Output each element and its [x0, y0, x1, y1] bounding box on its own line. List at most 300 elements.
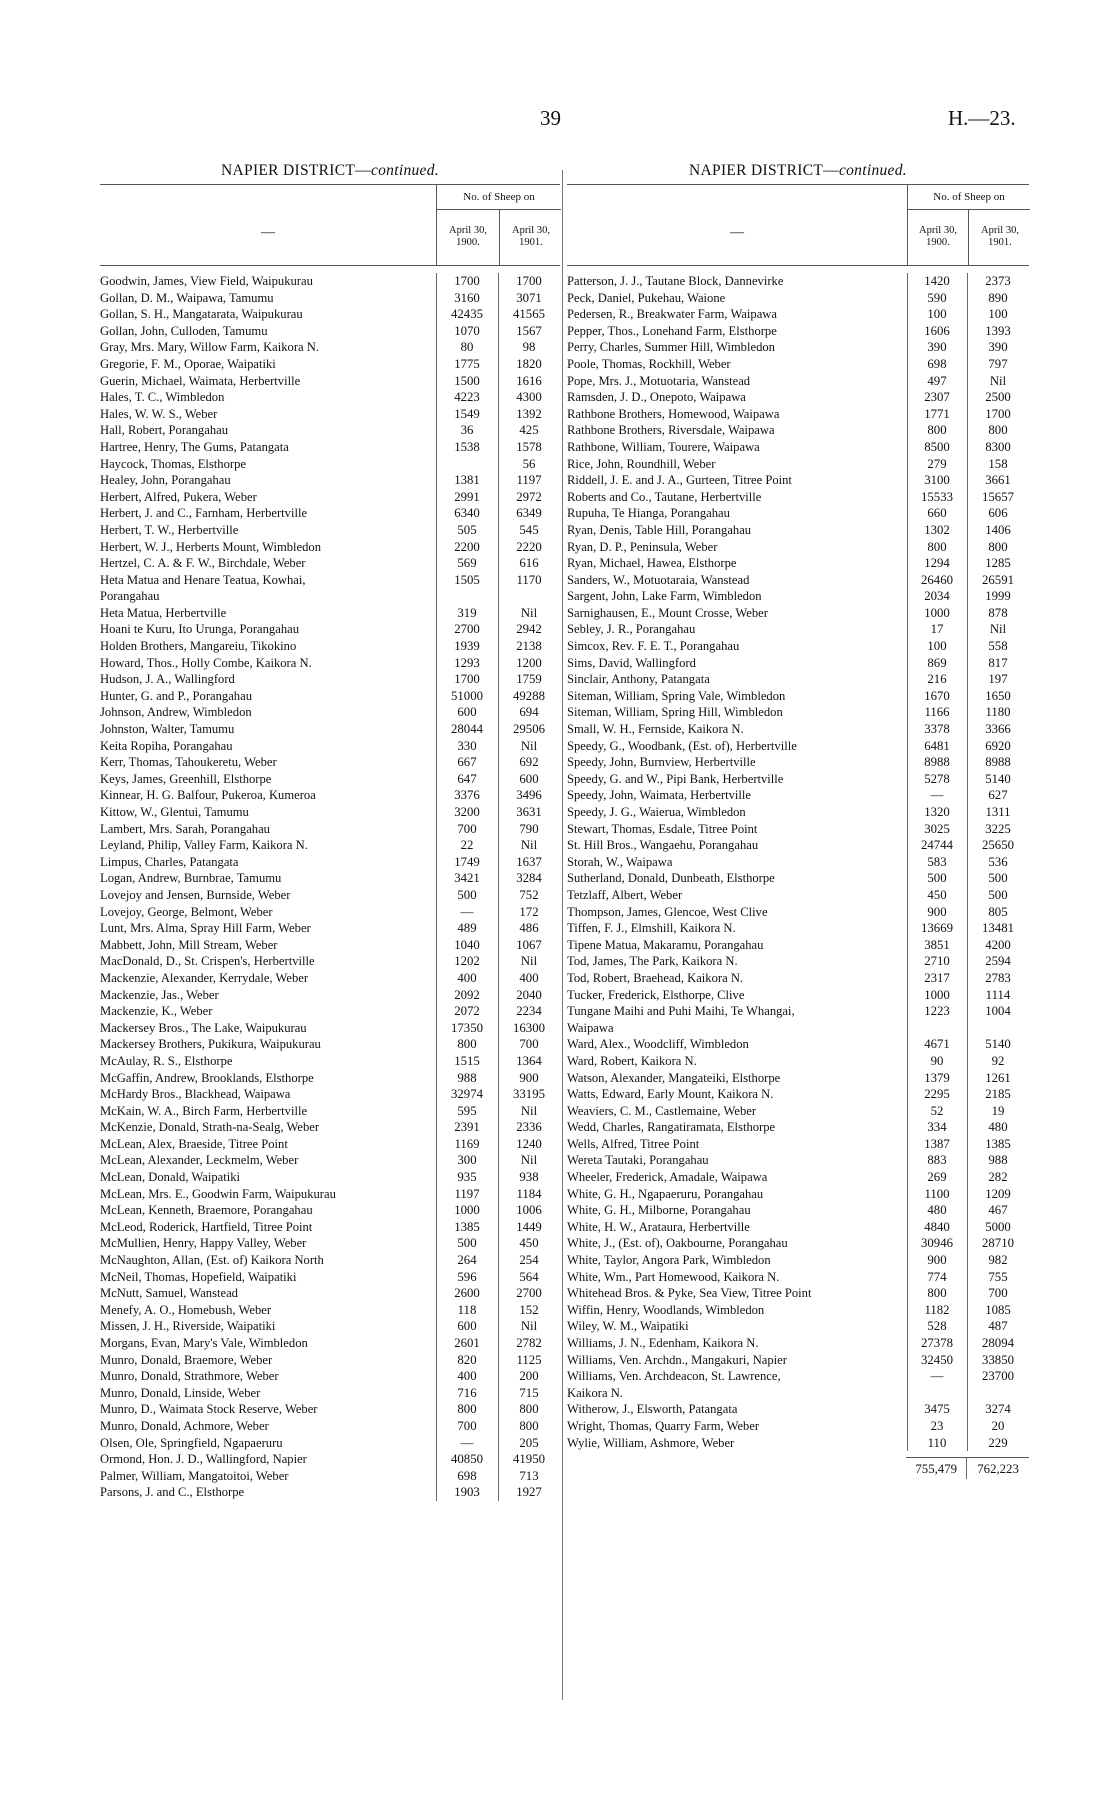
holder-name: Poole, Thomas, Rockhill, Weber	[567, 356, 731, 371]
sheep-1900-value: 1775	[454, 356, 480, 371]
holder-name: Riddell, J. E. and J. A., Gurteen, Titree Point	[567, 473, 792, 488]
holder-name: Simcox, Rev. F. E. T., Porangahau	[567, 639, 740, 654]
table-row	[100, 1401, 560, 1418]
table-row	[567, 339, 1029, 356]
sheep-1901-value: 1406	[985, 522, 1011, 537]
holder-name: Kittow, W., Glentui, Tamumu	[100, 805, 249, 819]
holder-name: Rathbone Brothers, Homewood, Waipawa	[567, 406, 780, 421]
sheep-1901-value: 627	[988, 788, 1008, 803]
holder-name: McNaughton, Allan, (Est. of) Kaikora North	[100, 1253, 324, 1268]
sheep-1900-value: 36	[460, 423, 474, 438]
holder-name: Hertzel, C. A. & F. W., Birchdale, Weber	[100, 556, 306, 571]
holder-name: Witherow, J., Elsworth, Patangata	[567, 1402, 738, 1417]
table-row	[567, 771, 1029, 788]
sheep-1901-value: 1700	[985, 406, 1011, 421]
sheep-1900-value: 26460	[921, 572, 953, 587]
table-row	[100, 572, 560, 589]
holder-name: Herbert, W. J., Herberts Mount, Wimbledon	[100, 539, 322, 554]
sheep-1901-value: 41565	[513, 307, 545, 322]
table-row	[567, 937, 1029, 954]
sheep-1901-value: 3631	[516, 805, 542, 819]
table-row	[100, 804, 560, 821]
holder-name: Wedd, Charles, Rangatiramata, Elsthorpe	[567, 1120, 776, 1135]
holder-name: Gollan, S. H., Mangatarata, Waipukurau	[100, 307, 303, 322]
table-row	[567, 1152, 1029, 1169]
header-dash: —	[261, 225, 275, 240]
sheep-1901-value: 4200	[985, 937, 1011, 952]
holder-name: Small, W. H., Fernside, Kaikora N.	[567, 722, 744, 737]
sheep-1900-value: 1040	[454, 937, 480, 952]
holder-name: Pepper, Thos., Lonehand Farm, Elsthorpe	[567, 323, 777, 338]
sheep-1900-value: 319	[457, 605, 477, 620]
sheep-1900-value: 2700	[454, 622, 480, 637]
table-row	[567, 1435, 1029, 1452]
sheep-1901-value: Nil	[520, 954, 538, 969]
sheep-1900-value: 800	[927, 539, 947, 554]
sheep-1900-value: 1549	[454, 406, 480, 421]
sheep-1901-value: 1240	[516, 1136, 542, 1151]
sheep-1901-value: 487	[988, 1319, 1008, 1334]
holder-name: Haycock, Thomas, Elsthorpe	[100, 456, 246, 471]
table-row	[567, 1219, 1029, 1236]
holder-name: Sarnighausen, E., Mount Crosse, Weber	[567, 605, 768, 620]
sheep-1901-value: 229	[988, 1435, 1008, 1450]
holder-name: Williams, Ven. Archdn., Mangakuri, Napier	[567, 1352, 787, 1367]
holder-name: Kinnear, H. G. Balfour, Pukeroa, Kumeroa	[100, 788, 316, 803]
sheep-1901-value: 558	[988, 639, 1008, 654]
holder-name: McLeod, Roderick, Hartfield, Titree Point	[100, 1219, 313, 1234]
holder-name: Hoani te Kuru, Ito Urunga, Porangahau	[100, 622, 299, 637]
sheep-1900-value: 100	[927, 639, 947, 654]
sheep-1900-value: 1182	[924, 1302, 950, 1317]
sheep-1901-value: 486	[519, 921, 539, 936]
table-row	[567, 904, 1029, 921]
holder-name: Tod, James, The Park, Kaikora N.	[567, 954, 738, 969]
holder-name: Heta Matua, Herbertville	[100, 605, 227, 620]
sheep-1901-value: 1393	[985, 323, 1011, 338]
sheep-1900-value: 900	[927, 904, 947, 919]
sheep-1901-value: 56	[522, 456, 536, 471]
table-row	[567, 970, 1029, 987]
sheep-1901-value: 1004	[985, 1004, 1011, 1019]
holder-name: Pedersen, R., Breakwater Farm, Waipawa	[567, 307, 777, 322]
sheep-1900-value: 505	[457, 522, 477, 537]
sheep-1900-value	[907, 1020, 967, 1037]
table-row	[567, 290, 1029, 307]
holder-name: Heta Matua and Henare Teatua, Kowhai,	[100, 572, 306, 587]
sheep-1901-value: 25650	[982, 838, 1014, 853]
table-row	[100, 1269, 560, 1286]
sheep-1901-value: 800	[988, 539, 1008, 554]
sheep-1901-value: 545	[519, 522, 539, 537]
holder-name: Herbert, J. and C., Farnham, Herbertville	[100, 506, 308, 521]
sheep-1901-value: 467	[988, 1203, 1008, 1218]
sheep-1900-value: 500	[457, 1236, 477, 1251]
table-row	[100, 489, 560, 506]
holder-name: Thompson, James, Glencoe, West Clive	[567, 904, 768, 919]
sheep-1900-value: 1302	[924, 522, 950, 537]
holder-name: White, Taylor, Angora Park, Wimbledon	[567, 1253, 771, 1268]
sheep-1901-value: 1700	[516, 274, 542, 288]
sheep-1900-value: 1505	[454, 572, 480, 587]
sheep-1900-value: 8988	[924, 755, 950, 770]
sheep-1900-value: 2200	[454, 539, 480, 554]
table-row	[567, 621, 1029, 638]
table-row	[567, 323, 1029, 340]
sheep-1900-value: 590	[927, 290, 947, 305]
sheep-1901-value: 797	[988, 356, 1008, 371]
holder-name: Kerr, Thomas, Tahoukeretu, Weber	[100, 755, 277, 770]
sheep-1900-value: 988	[457, 1070, 477, 1085]
sheep-1901-value: 26591	[982, 572, 1014, 587]
holder-name: Storah, W., Waipawa	[567, 854, 673, 869]
continued-label: continued.	[370, 162, 439, 179]
holder-name: Peck, Daniel, Pukehau, Waione	[567, 290, 726, 305]
sheep-1901-value	[967, 1385, 1029, 1402]
sheep-1901-value: 152	[519, 1302, 539, 1317]
sheep-1901-value: 200	[519, 1369, 539, 1384]
sheep-1901-value: 988	[988, 1153, 1008, 1168]
sheep-1900-value: 3851	[924, 937, 950, 952]
sheep-1901-value: 2185	[985, 1087, 1011, 1102]
table-row	[100, 1053, 560, 1070]
header-dash: —	[730, 225, 744, 240]
sheep-1901-value: 800	[519, 1418, 539, 1433]
table-row	[567, 373, 1029, 390]
table-row	[100, 539, 560, 556]
table-row	[100, 1003, 560, 1020]
sheep-1901-value: 790	[519, 821, 539, 836]
sheep-1900-value: 1070	[454, 323, 480, 338]
table-row	[100, 1252, 560, 1269]
sheep-1900-value: 334	[927, 1120, 947, 1135]
sheep-1900-value: 3421	[454, 871, 480, 886]
holder-name: Rathbone Brothers, Riversdale, Waipawa	[567, 423, 775, 438]
sheep-1901-value: 205	[519, 1435, 539, 1450]
sheep-1900-value: 3025	[924, 821, 950, 836]
sheep-1901-value: Nil	[520, 1103, 538, 1118]
table-row	[567, 489, 1029, 506]
sheep-1901-value: 500	[988, 887, 1008, 902]
holder-name: Herbert, Alfred, Pukera, Weber	[100, 489, 257, 504]
right-table	[567, 158, 1029, 1479]
sheep-1900-value: 800	[927, 1286, 947, 1301]
table-row	[567, 406, 1029, 423]
table-row	[100, 1186, 560, 1203]
sheep-1900-value: 216	[927, 672, 947, 687]
table-row	[100, 306, 560, 323]
sheep-1901-value: 1170	[516, 572, 542, 587]
sheep-1901-value: 1567	[516, 323, 542, 338]
sheep-1900-value: 716	[457, 1385, 477, 1400]
table-row	[100, 1484, 560, 1501]
holder-name: Guerin, Michael, Waimata, Herbertville	[100, 373, 301, 388]
sheep-1900-value: 2072	[454, 1004, 480, 1019]
holder-name: Hall, Robert, Porangahau	[100, 423, 229, 438]
sheep-1900-value: 528	[927, 1319, 947, 1334]
sheep-1900-value: 1939	[454, 639, 480, 654]
table-row	[100, 1318, 560, 1335]
sheep-1901-value: 694	[519, 705, 539, 720]
sheep-1900-value: 1606	[924, 323, 950, 338]
sheep-1900-value: 30946	[921, 1236, 953, 1251]
sheep-1900-value: 595	[457, 1103, 477, 1118]
sheep-count-label: No. of Sheep on	[908, 185, 1030, 210]
holder-name: Wright, Thomas, Quarry Farm, Weber	[567, 1418, 760, 1433]
holder-name: Johnson, Andrew, Wimbledon	[100, 705, 252, 720]
holder-name: Perry, Charles, Summer Hill, Wimbledon	[567, 340, 775, 355]
sheep-1900-value: 869	[927, 655, 947, 670]
table-row	[567, 671, 1029, 688]
table-row	[100, 1119, 560, 1136]
table-row	[100, 472, 560, 489]
holder-name: Speedy, John, Burnview, Herbertville	[567, 755, 756, 770]
table-row	[567, 1401, 1029, 1418]
district-title: NAPIER DISTRICT—	[221, 162, 371, 179]
table-row	[100, 837, 560, 854]
sheep-1900-value: 32974	[451, 1087, 483, 1102]
sheep-1901-value	[498, 588, 560, 605]
holder-name: Ward, Alex., Woodcliff, Wimbledon	[567, 1037, 749, 1052]
holder-name: McLean, Alex, Braeside, Titree Point	[100, 1136, 288, 1151]
table-row	[567, 1169, 1029, 1186]
holder-name: Speedy, G. and W., Pipi Bank, Herbertville	[567, 771, 784, 786]
table-row	[100, 621, 560, 638]
holder-name: Tungane Maihi and Puhi Maihi, Te Whangai,	[567, 1004, 795, 1019]
left-table-header	[100, 184, 560, 273]
holder-name: Johnston, Walter, Tamumu	[100, 722, 235, 737]
table-row	[567, 1119, 1029, 1136]
holder-name: St. Hill Bros., Wangaehu, Porangahau	[567, 838, 759, 853]
holder-name: Mackenzie, Alexander, Kerrydale, Weber	[100, 970, 309, 985]
table-row	[567, 804, 1029, 821]
sheep-1900-value: 2307	[924, 390, 950, 405]
table-row	[100, 688, 560, 705]
sheep-1900-value: 1100	[924, 1186, 950, 1201]
holder-name: Howard, Thos., Holly Combe, Kaikora N.	[100, 655, 312, 670]
table-row	[567, 356, 1029, 373]
sheep-1901-value: 564	[519, 1269, 539, 1284]
holder-name: White, G. H., Ngapaeruru, Porangahau	[567, 1186, 764, 1201]
table-row	[567, 1070, 1029, 1087]
sheep-1900-value: 32450	[921, 1352, 953, 1367]
sheep-1901-value: 16300	[513, 1020, 545, 1035]
sheep-1900-value: 1169	[454, 1136, 480, 1151]
sheep-1901-value: 158	[988, 456, 1008, 471]
sheep-1901-value: 1261	[985, 1070, 1011, 1085]
table-row	[567, 688, 1029, 705]
sheep-1901-value: 92	[991, 1053, 1005, 1068]
sheep-1900-value: 3200	[454, 805, 480, 819]
holder-name: Rathbone, William, Tourere, Waipawa	[567, 439, 760, 454]
sheep-1901-value: 606	[988, 506, 1008, 521]
table-row	[567, 1352, 1029, 1369]
table-row	[100, 1202, 560, 1219]
table-row	[100, 1285, 560, 1302]
holder-name: Wylie, William, Ashmore, Weber	[567, 1435, 735, 1450]
holder-name: Parsons, J. and C., Elsthorpe	[100, 1485, 245, 1500]
sheep-1901-value: 2220	[516, 539, 542, 554]
table-row	[567, 704, 1029, 721]
holder-name: McLean, Kenneth, Braemore, Porangahau	[100, 1203, 313, 1218]
table-row	[100, 505, 560, 522]
table-row	[100, 704, 560, 721]
holder-name: Tipene Matua, Makaramu, Porangahau	[567, 937, 764, 952]
table-row	[567, 1302, 1029, 1319]
sheep-1900-value: 2317	[924, 970, 950, 985]
sheep-1901-value: 536	[988, 854, 1008, 869]
right-rows	[567, 273, 1029, 1451]
table-row	[100, 439, 560, 456]
sheep-1901-value: 890	[988, 290, 1008, 305]
sheep-1901-value: 480	[988, 1120, 1008, 1135]
holder-name: Wells, Alfred, Titree Point	[567, 1136, 700, 1151]
holder-name: Porangahau	[100, 589, 160, 604]
sheep-1900-value: 480	[927, 1203, 947, 1218]
holder-name: White, Wm., Part Homewood, Kaikora N.	[567, 1269, 780, 1284]
sheep-1900-value: 300	[457, 1153, 477, 1168]
table-row	[100, 290, 560, 307]
table-row	[567, 920, 1029, 937]
sheep-1900-value: 2710	[924, 954, 950, 969]
col-1901-header: April 30, 1901.	[968, 209, 1031, 265]
sheep-1901-value: 1820	[516, 356, 542, 371]
table-row	[567, 1285, 1029, 1302]
sheep-1900-value: 700	[457, 821, 477, 836]
table-row	[100, 1219, 560, 1236]
sheep-1901-value: 6349	[516, 506, 542, 521]
sheep-count-group	[907, 185, 1030, 265]
holder-name: Limpus, Charles, Patangata	[100, 854, 239, 869]
sheep-1901-value: 1364	[516, 1053, 542, 1068]
holder-name: Mackersey Bros., The Lake, Waipukurau	[100, 1020, 307, 1035]
sheep-1900-value: 1385	[454, 1219, 480, 1234]
table-row	[100, 389, 560, 406]
table-row	[100, 588, 560, 605]
sheep-1901-value: 33850	[982, 1352, 1014, 1367]
holder-name: McGaffin, Andrew, Brooklands, Elsthorpe	[100, 1070, 314, 1085]
holder-name: Mackersey Brothers, Pukikura, Waipukurau	[100, 1037, 321, 1052]
holder-name: Ward, Robert, Kaikora N.	[567, 1053, 697, 1068]
sheep-1900-value: 2600	[454, 1286, 480, 1301]
table-row	[567, 787, 1029, 804]
sheep-1901-value: 390	[988, 340, 1008, 355]
sheep-1900-value: 4671	[924, 1037, 950, 1052]
holder-name: Wiffin, Henry, Woodlands, Wimbledon	[567, 1302, 765, 1317]
sheep-1900-value: 42435	[451, 307, 483, 322]
table-row	[567, 837, 1029, 854]
sheep-1900-value: —	[460, 904, 474, 919]
table-row	[100, 953, 560, 970]
column-divider	[562, 170, 563, 1700]
sheep-1900-value: —	[930, 788, 944, 803]
total-1900: 755,479	[906, 1457, 966, 1479]
holder-name: Weaviers, C. M., Castlemaine, Weber	[567, 1103, 757, 1118]
table-row	[100, 671, 560, 688]
sheep-1900-value: 23	[930, 1418, 944, 1433]
sheep-1901-value: 600	[519, 771, 539, 786]
holder-name: Gregorie, F. M., Oporae, Waipatiki	[100, 356, 276, 371]
holder-name: Ryan, D. P., Peninsula, Weber	[567, 539, 718, 554]
holder-name: Rice, John, Roundhill, Weber	[567, 456, 716, 471]
holder-name: Williams, Ven. Archdeacon, St. Lawrence,	[567, 1369, 781, 1384]
holder-name: McNeil, Thomas, Hopefield, Waipatiki	[100, 1269, 297, 1284]
sheep-1900-value: 5278	[924, 771, 950, 786]
table-row	[100, 273, 560, 290]
holder-name: Logan, Andrew, Burnbrae, Tamumu	[100, 871, 282, 886]
continued-label: continued.	[838, 162, 907, 179]
table-row	[100, 1152, 560, 1169]
holder-name: Keita Ropiha, Porangahau	[100, 738, 233, 753]
district-title: NAPIER DISTRICT—	[689, 162, 839, 179]
sheep-1901-value: 33195	[513, 1087, 545, 1102]
table-row	[567, 721, 1029, 738]
table-row	[100, 721, 560, 738]
sheep-1900-value: 600	[457, 705, 477, 720]
sheep-1901-value: 1285	[985, 556, 1011, 571]
sheep-1901-value: 100	[988, 307, 1008, 322]
sheep-1901-value: 3661	[985, 473, 1011, 488]
sheep-1901-value: 692	[519, 755, 539, 770]
table-row	[567, 887, 1029, 904]
sheep-1900-value: 13669	[921, 921, 953, 936]
holder-name: Siteman, William, Spring Hill, Wimbledon	[567, 705, 783, 720]
sheep-1900-value: 500	[457, 887, 477, 902]
sheep-1900-value: 330	[457, 738, 477, 753]
sheep-1900-value: 800	[927, 423, 947, 438]
sheep-1901-value: 713	[519, 1468, 539, 1483]
table-row	[100, 887, 560, 904]
table-row	[100, 406, 560, 423]
sheep-1901-value: 2700	[516, 1286, 542, 1301]
sheep-1900-value: 400	[457, 1369, 477, 1384]
col-1900-header: April 30, 1900.	[919, 225, 957, 248]
sheep-1900-value: 4840	[924, 1219, 950, 1234]
holder-name: Tod, Robert, Braehead, Kaikora N.	[567, 970, 744, 985]
holder-name: Sanders, W., Motuotaraia, Wanstead	[567, 572, 750, 587]
sheep-1900-value: 667	[457, 755, 477, 770]
sheep-1900-value: —	[930, 1369, 944, 1384]
table-row	[100, 970, 560, 987]
table-row	[100, 821, 560, 838]
table-row	[567, 854, 1029, 871]
table-row	[567, 638, 1029, 655]
sheep-1900-value: 3475	[924, 1402, 950, 1417]
sheep-1901-value: 1085	[985, 1302, 1011, 1317]
sheep-1900-value: 1381	[454, 473, 480, 488]
holder-name: Wiley, W. M., Waipatiki	[567, 1319, 689, 1334]
holder-name: Ryan, Denis, Table Hill, Porangahau	[567, 522, 752, 537]
holder-name: McHardy Bros., Blackhead, Waipawa	[100, 1087, 291, 1102]
sheep-1901-value: 1200	[516, 655, 542, 670]
table-row	[100, 787, 560, 804]
table-row	[100, 1451, 560, 1468]
sheep-1901-value: 29506	[513, 722, 545, 737]
sheep-1901-value: 1385	[985, 1136, 1011, 1151]
sheep-1900-value: 100	[927, 307, 947, 322]
sheep-1901-value: Nil	[520, 605, 538, 620]
sheep-1900-value	[436, 456, 498, 473]
table-row	[567, 1003, 1029, 1020]
sheep-1900-value: 118	[457, 1302, 477, 1317]
table-row	[567, 522, 1029, 539]
sheep-1900-value: 2991	[454, 489, 480, 504]
sheep-1900-value: 497	[927, 373, 947, 388]
sheep-1901-value: 2782	[516, 1336, 542, 1350]
holder-name: Speedy, G., Woodbank, (Est. of), Herbertville	[567, 738, 797, 753]
holder-name: Gray, Mrs. Mary, Willow Farm, Kaikora N.	[100, 340, 320, 355]
sheep-1900-value: 1293	[454, 655, 480, 670]
